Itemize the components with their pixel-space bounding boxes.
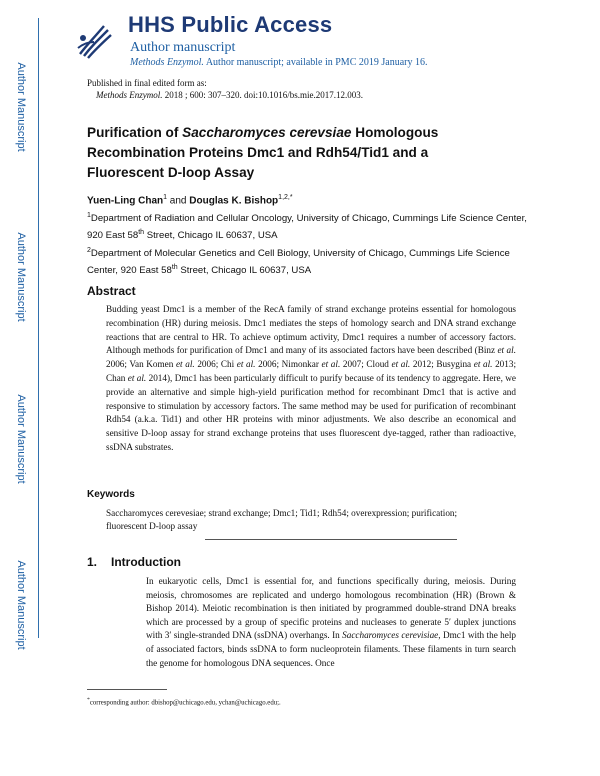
- corresponding-author-footnote: *corresponding author: dbishop@uchicago.edu, ychan@uchicago.edu;.: [87, 697, 281, 707]
- hhs-eagle-logo-icon: [74, 18, 114, 62]
- introduction-text: In eukaryotic cells, Dmc1 is essential for, and functions specifically during, meiosis. During meiosis, chromosomes are replicated and undergo homologous recombination (HR) (Brown & Bishop 2014). Meiotic recombination is then initiated by programmed double-strand DNA breaks which are processed by a group of specific proteins and nucleases to generate 5′ duplex junctions with 3′ single-stranded DNA (ssDNA) overhangs. In Saccharomyces cerevisiae, Dmc1 with the help of associated factors, binds ssDNA to form nucleoprotein filaments. These filaments in turn search the genome for homologous DNA sequences. Once: [146, 576, 516, 668]
- affiliation: $^2$Department of Molecular Genetics and Cell Biology, University of Chicago, Cummings Life Science Center, 920 East 58th Street, Chicago IL 60637, USA: [87, 247, 510, 277]
- abstract-text: Budding yeast Dmc1 is a member of the RecA family of strand exchange proteins essential for homologous recombination (HR) during meiosis. Dmc1 mediates the steps of homology search and DNA strand exchange reactions that are central to HR. To achieve optimum activity, Dmc1 requires a number of accessory factors. Although methods for purification of Dmc1 and many of its associated factors have been described (Binz et al. 2006; Van Komen et al. 2006; Chi et al. 2006; Nimonkar et al. 2007; Cloud et al. 2012; Busygina et al. 2013; Chan et al. 2014), Dmc1 has been particularly difficult to purify because of its tendency to aggregate. Here, we provide an alternative and simple high-yield purification method for recombinant Dmc1 that is active and responsive to stimulation by accessory factors. The same method may be used for purification of recombinant Rdh54 (a.k.a. Tid1) and other HR proteins with minor adjustments. We also describe an economical and sensitive D-loop assay for strand exchange proteins that uses fluorescent dye-tagged, rather than radioactive, ssDNA substrates.: [106, 304, 517, 452]
- published-in-label: Published in final edited form as:: [87, 78, 207, 88]
- sidebar-label: Author Manuscript: [15, 62, 27, 152]
- footnote-rule: [87, 689, 167, 690]
- author-manuscript-label: Author manuscript: [130, 40, 236, 55]
- affiliation: $^1$Department of Radiation and Cellular Oncology, University of Chicago, Cummings Life Science Center, 920 East 58th Street, Chicago IL 60637, USA: [87, 212, 527, 242]
- sidebar-rule: [38, 18, 39, 638]
- sidebar-label: Author Manuscript: [15, 394, 27, 484]
- introduction-heading: 1. Introduction: [87, 555, 181, 569]
- sidebar-label: Author Manuscript: [15, 560, 27, 650]
- keywords-text: Saccharomyces cerevesiae; strand exchange; Dmc1; Tid1; Rdh54; overexpression; purification; fluorescent D-loop assay: [106, 508, 458, 531]
- hhs-public-access-title: HHS Public Access: [128, 12, 333, 37]
- keywords-heading: Keywords: [87, 489, 135, 500]
- section-divider: [205, 539, 457, 540]
- availability-line: Methods Enzymol. Author manuscript; available in PMC 2019 January 16.: [130, 57, 428, 68]
- abstract-heading: Abstract: [87, 284, 136, 298]
- sidebar-label: Author Manuscript: [15, 232, 27, 322]
- citation-line: Methods Enzymol. 2018 ; 600: 307–320. doi:10.1016/bs.mie.2017.12.003.: [96, 90, 364, 100]
- author-list: Yuen-Ling Chan$^1$ and Douglas K. Bishop$^{1,2,*}$: [87, 194, 293, 207]
- article-title: Purification of Saccharomyces cerevsiae Homologous Recombination Proteins Dmc1 and Rdh54/Tid1 and a Fluorescent D-loop Assay: [87, 125, 439, 180]
